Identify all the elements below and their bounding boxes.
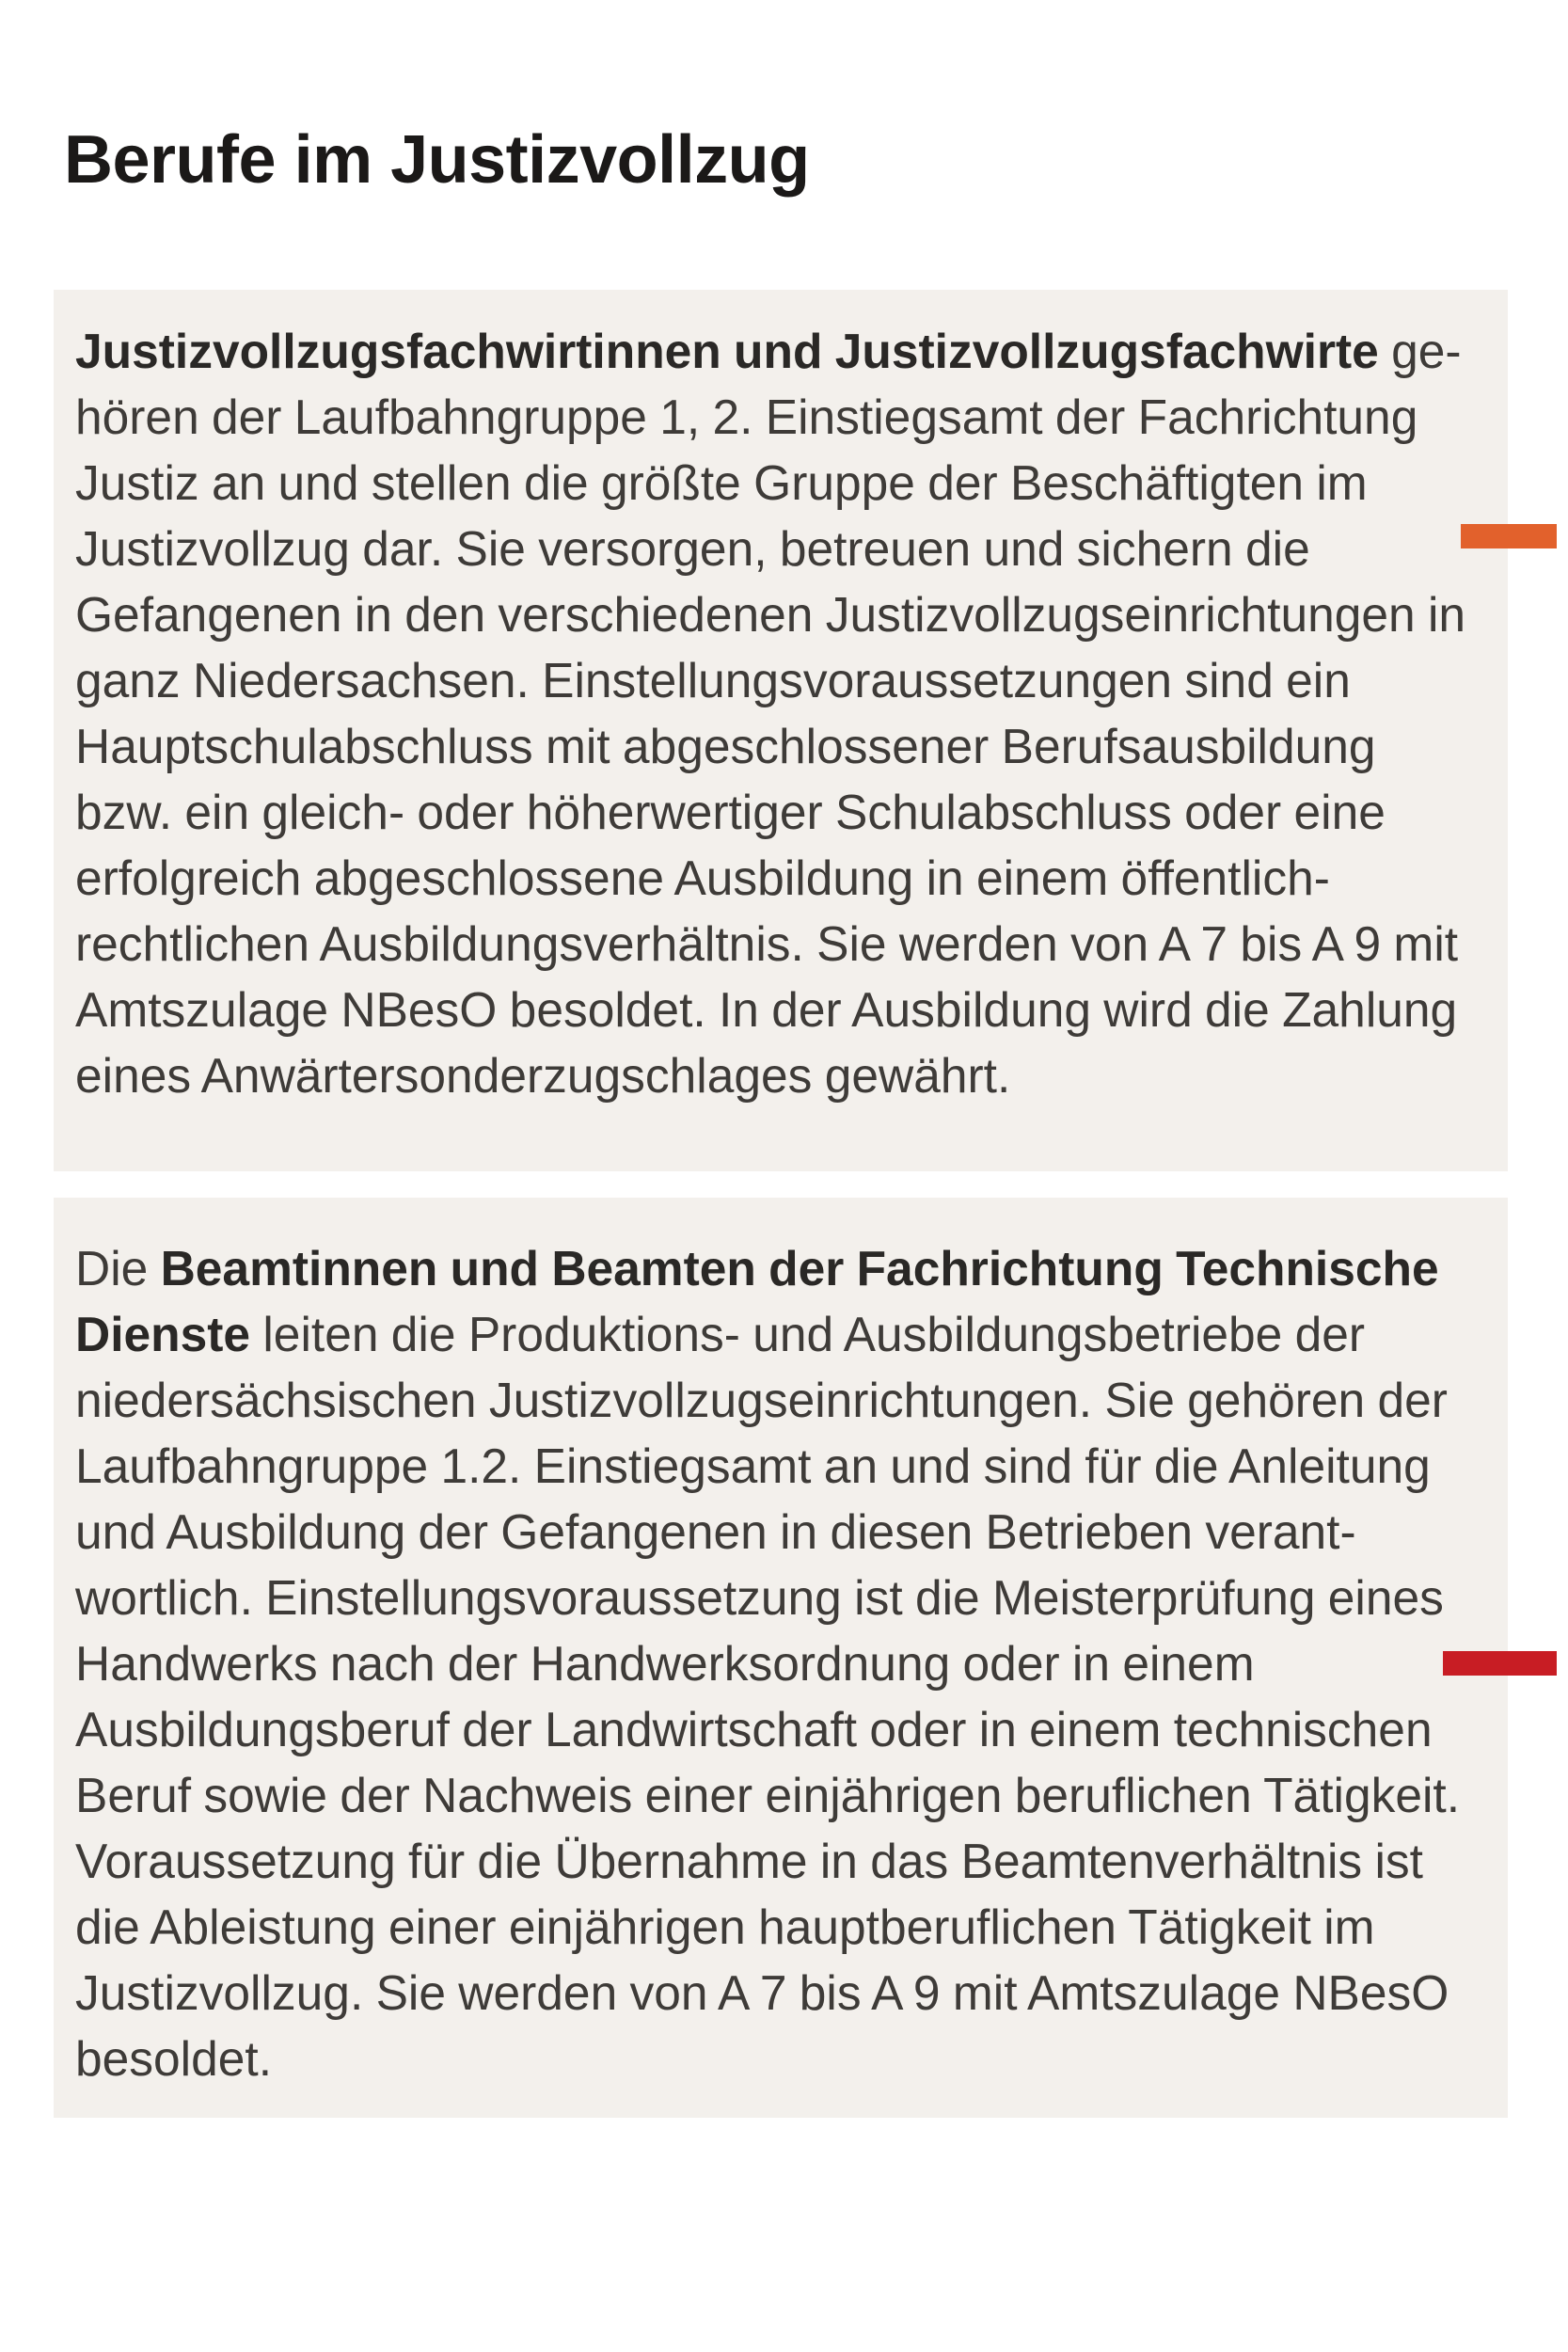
text-run: rechtlichen Ausbildungsverhältnis. Sie werden von A 7 bis A 9 mit (75, 916, 1459, 971)
text-run: Handwerks nach der Handwerksordnung oder in einem (75, 1636, 1255, 1691)
text-run: eines Anwärtersonderzugschlages gewährt. (75, 1048, 1011, 1103)
text-run: Ausbildungsberuf der Landwirtschaft oder in einem technischen (75, 1702, 1433, 1756)
text-run: Die (75, 1241, 161, 1295)
info-box-technische-dienste (54, 1198, 1508, 2118)
highlighted-term: Dienste (75, 1307, 251, 1361)
text-run: Justiz an und stellen die größte Gruppe der Beschäftigten im (75, 455, 1368, 510)
info-box-text (75, 1235, 1500, 2091)
text-run: besoldet. (75, 2031, 273, 2086)
text-run: ganz Niedersachsen. Einstellungsvoraussetzungen sind ein (75, 653, 1351, 707)
page-title: Berufe im Justizvollzug (64, 122, 810, 198)
text-run: und Ausbildung der Gefangenen in diesen Betrieben verant- (75, 1504, 1356, 1559)
text-run: wortlich. Einstellungsvoraussetzung ist die Meisterprüfung eines (75, 1570, 1444, 1625)
text-run: Justizvollzug. Sie werden von A 7 bis A 9 mit Amtszulage NBesO (75, 1965, 1449, 2020)
text-run: Hauptschulabschluss mit abgeschlossener Berufsausbildung (75, 719, 1376, 773)
text-run: niedersächsischen Justizvollzugseinrichtungen. Sie gehören der (75, 1373, 1448, 1427)
text-run: die Ableistung einer einjährigen hauptberuflichen Tätigkeit im (75, 1899, 1375, 1954)
text-run: Amtszulage NBesO besoldet. In der Ausbildung wird die Zahlung (75, 982, 1458, 1037)
orange-accent-bar (1461, 524, 1557, 548)
highlighted-term: Justizvollzugsfachwirtinnen und Justizvollzugsfachwirte (75, 324, 1379, 378)
red-accent-bar (1443, 1651, 1557, 1676)
text-run: erfolgreich abgeschlossene Ausbildung in einem öffentlich- (75, 850, 1330, 905)
text-run: ge- (1378, 324, 1462, 378)
text-run: Beruf sowie der Nachweis einer einjährigen beruflichen Tätigkeit. (75, 1768, 1461, 1822)
text-run: hören der Laufbahngruppe 1, 2. Einstiegsamt der Fachrichtung (75, 389, 1418, 444)
text-run: Gefangenen in den verschiedenen Justizvollzugseinrichtungen in (75, 587, 1466, 642)
info-box-fachwirte (54, 290, 1508, 1171)
text-run: leiten die Produktions- und Ausbildungsbetriebe der (250, 1307, 1366, 1361)
text-run: Justizvollzug dar. Sie versorgen, betreuen und sichern die (75, 521, 1310, 576)
highlighted-term: Beamtinnen und Beamten der Fachrichtung Technische (160, 1241, 1439, 1295)
text-run: Voraussetzung für die Übernahme in das Beamtenverhältnis ist (75, 1834, 1423, 1888)
text-run: Laufbahngruppe 1.2. Einstiegsamt an und sind für die Anleitung (75, 1438, 1431, 1493)
info-box-text (75, 318, 1500, 1108)
text-run: bzw. ein gleich- oder höherwertiger Schulabschluss oder eine (75, 785, 1386, 839)
